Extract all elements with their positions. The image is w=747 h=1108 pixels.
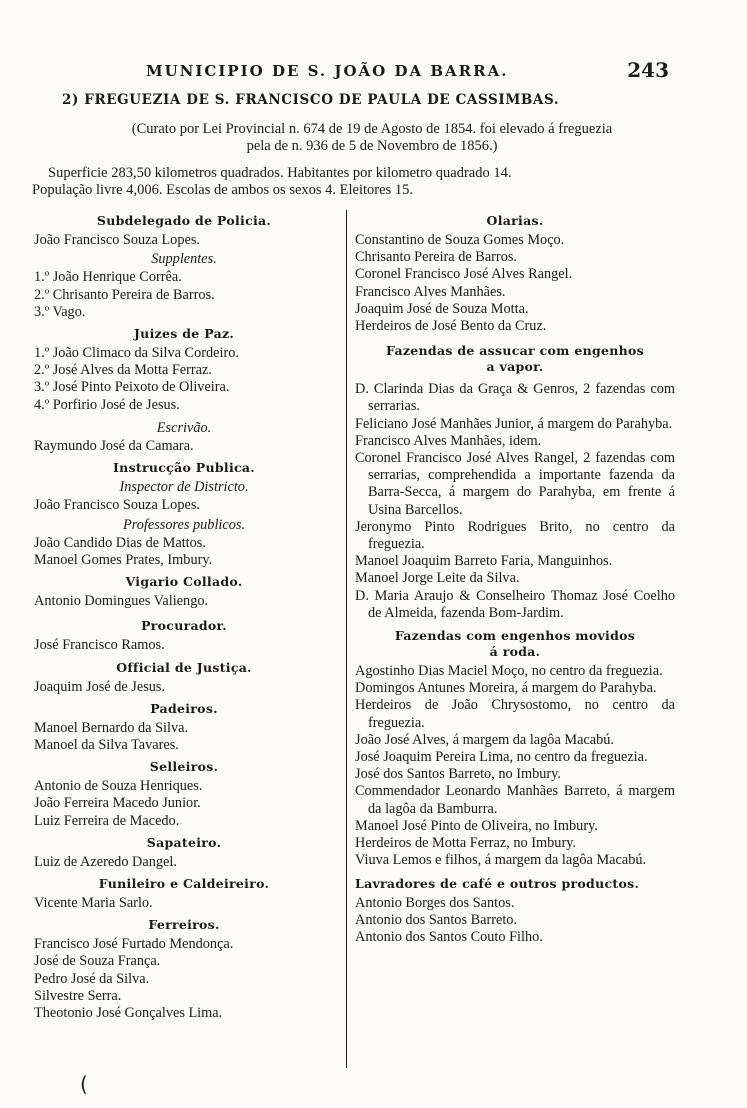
list-item: Silvestre Serra. <box>34 987 122 1004</box>
list-item: Luiz Ferreira de Macedo. <box>34 812 180 829</box>
list-item: Antonio de Souza Henriques. <box>34 778 203 795</box>
list-item: Agostinho Dias Maciel Moço, no centro da freguezia. <box>355 663 663 680</box>
list-item: Antonio Domingues Valiengo. <box>34 593 209 610</box>
list-item: João Candido Dias de Mattos. <box>34 534 206 551</box>
heading-professores: Professores publicos. <box>122 516 246 533</box>
list-item: Manoel Jorge Leite da Silva. <box>355 570 520 587</box>
heading-fazendas-roda-2: á roda. <box>489 644 541 660</box>
list-item: Joaquim José de Jesus. <box>34 678 166 695</box>
list-item: 2.º José Alves da Motta Ferraz. <box>34 362 212 379</box>
heading-vigario: Vigario Collado. <box>125 574 243 590</box>
list-item: 3.º Vago. <box>34 303 86 320</box>
heading-sapateiro: Sapateiro. <box>146 834 222 850</box>
right-column <box>355 213 675 946</box>
list-item: Francisco José Furtado Mendonça. <box>34 936 234 953</box>
list-item: Manoel Bernardo da Silva. <box>34 719 189 736</box>
list-item: Domingos Antunes Moreira, á margem do Parahyba. <box>355 680 657 697</box>
list-item: D. Clarinda Dias da Graça & Genros, 2 fazendas com serrarias. <box>355 381 675 415</box>
heading-fazendas-vapor: Fazendas de assucar com engenhos <box>385 343 645 359</box>
heading-subdelegado: Subdelegado de Policia. <box>96 213 272 228</box>
list-item: Chrisanto Pereira de Barros. <box>355 249 517 266</box>
list-item: Francisco Alves Manhães, idem. <box>355 432 542 449</box>
list-item: Feliciano José Manhães Junior, á margem do Parahyba. <box>355 415 673 432</box>
heading-procurador: Procurador. <box>141 618 227 634</box>
list-item: Raymundo José da Camara. <box>34 438 194 455</box>
list-item: Herdeiros de José Bento da Cruz. <box>355 318 547 335</box>
list-item: Francisco Alves Manhães. <box>355 283 506 300</box>
list-item: 1.º João Henrique Corrêa. <box>34 269 182 286</box>
running-title: MUNICIPIO DE S. JOÃO DA BARRA. <box>146 62 509 80</box>
heading-funileiro: Funileiro e Caldeireiro. <box>98 876 270 892</box>
list-item: João José Alves, á margem da lagôa Macabú. <box>355 731 614 748</box>
list-item: João Francisco Souza Lopes. <box>34 232 200 248</box>
heading-olarias: Olarias. <box>486 213 544 228</box>
intro-line: pela de n. 936 de 5 de Novembro de 1856.) <box>246 138 498 154</box>
list-item: Herdeiros de Motta Ferraz, no Imbury. <box>355 835 577 852</box>
list-item: Antonio dos Santos Barreto. <box>355 911 518 928</box>
column-divider <box>346 210 347 1068</box>
list-item: Manoel José Pinto de Oliveira, no Imbury. <box>355 817 598 834</box>
statistics-paragraph <box>32 165 712 199</box>
list-item: Luiz de Azeredo Dangel. <box>34 853 177 870</box>
list-item: Antonio dos Santos Couto Filho. <box>355 928 543 945</box>
list-item: 2.º Chrisanto Pereira de Barros. <box>34 286 215 303</box>
list-item: Pedro José da Silva. <box>34 970 150 987</box>
heading-fazendas-roda: Fazendas com engenhos movidos <box>394 628 636 644</box>
list-item: Commendador Leonardo Manhães Barreto, á margem da lagôa da Bamburra. <box>355 783 675 817</box>
heading-escrivao: Escrivão. <box>156 419 212 436</box>
list-item: 1.º João Climaco da Silva Cordeiro. <box>34 345 239 362</box>
list-item: Coronel Francisco José Alves Rangel. <box>355 266 573 283</box>
section-title: 2) FREGUEZIA DE S. FRANCISCO DE PAULA DE CASSIMBAS. <box>62 92 560 108</box>
list-item: Antonio Borges dos Santos. <box>355 894 515 911</box>
running-head <box>140 58 669 84</box>
heading-supplentes: Supplentes. <box>151 251 217 268</box>
list-item: Constantino de Souza Gomes Moço. <box>355 232 565 248</box>
page-number: 243 <box>627 58 669 82</box>
list-item: Herdeiros de João Chrysostomo, no centro da freguezia. <box>355 697 675 731</box>
list-item: Theotonio José Gonçalves Lima. <box>34 1005 223 1022</box>
list-item: Jeronymo Pinto Rodrigues Brito, no centro da freguezia. <box>355 518 675 553</box>
heading-official: Official de Justiça. <box>116 659 252 675</box>
left-column <box>34 213 334 1022</box>
intro-paragraph <box>26 121 718 155</box>
stray-mark: ( <box>80 1072 88 1096</box>
list-item: João Ferreira Macedo Junior. <box>34 795 201 812</box>
heading-juizes: Juizes de Paz. <box>133 326 235 342</box>
heading-instrucao: Instrucção Publica. <box>113 460 255 476</box>
heading-selleiros: Selleiros. <box>149 759 219 775</box>
list-item: 4.º Porfirio José de Jesus. <box>34 396 180 413</box>
list-item: Manoel Joaquim Barreto Faria, Manguinhos. <box>355 553 613 570</box>
list-item: Vicente Maria Sarlo. <box>34 895 153 912</box>
list-item: José Francisco Ramos. <box>34 637 165 654</box>
stats-line: População livre 4,006. Escolas de ambos os sexos 4. Eleitores 15. <box>32 182 413 198</box>
list-item: José de Souza França. <box>34 953 161 970</box>
list-item: José Joaquim Pereira Lima, no centro da freguezia. <box>355 749 648 766</box>
heading-fazendas-vapor-2: a vapor. <box>486 359 544 375</box>
list-item: Viuva Lemos e filhos, á margem da lagôa Macabú. <box>355 852 647 869</box>
list-item: D. Maria Araujo & Conselheiro Thomaz José Coelho de Almeida, fazenda Bom-Jardim. <box>355 587 675 621</box>
stats-line: Superficie 283,50 kilometros quadrados. Habitantes por kilometro quadrado 14. <box>48 165 512 181</box>
heading-inspector: Inspector de Districto. <box>119 479 249 496</box>
list-item: Manoel da Silva Tavares. <box>34 737 179 754</box>
list-item: 3.º José Pinto Peixoto de Oliveira. <box>34 379 230 396</box>
list-item: José dos Santos Barreto, no Imbury. <box>355 766 561 783</box>
list-item: Manoel Gomes Prates, Imbury. <box>34 552 213 569</box>
heading-ferreiros: Ferreiros. <box>148 917 220 933</box>
list-item: Coronel Francisco José Alves Rangel, 2 fazendas com serrarias, comprehendida a importante fazenda da Barra-Secca, á margem do Parahyba, em frente á Usina Barcellos. <box>355 450 675 518</box>
intro-line: (Curato por Lei Provincial n. 674 de 19 de Agosto de 1854. foi elevado á freguezia <box>131 121 613 137</box>
list-item: João Francisco Souza Lopes. <box>34 497 200 514</box>
heading-lavradores: Lavradores de café e outros productos. <box>355 875 640 891</box>
heading-padeiros: Padeiros. <box>150 700 218 716</box>
list-item: Joaquim José de Souza Motta. <box>355 300 529 317</box>
